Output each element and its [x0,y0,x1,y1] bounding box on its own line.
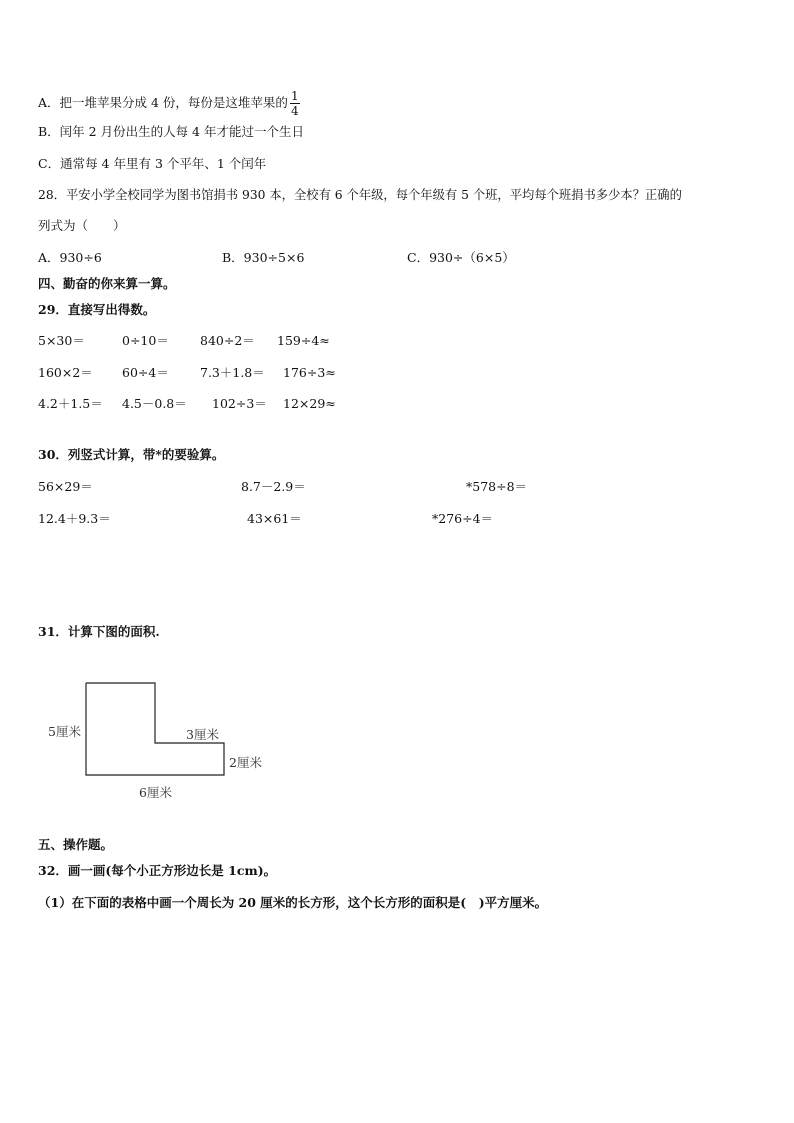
q32-part1: （1）在下面的表格中画一个周长为 20 厘米的长方形，这个长方形的面积是( )平方厘米。 [38,895,548,910]
q29-item: 0÷10＝ [122,333,169,348]
fraction-denominator: 4 [290,104,299,118]
q27-option-c: C．通常每 4 年里有 3 个平年、1 个闰年 [38,156,267,171]
q30-item: 8.7－2.9＝ [241,479,306,494]
q27-option-a-text: A．把一堆苹果分成 4 份，每份是这堆苹果的 [38,95,288,110]
q29-item: 159÷4≈ [277,333,330,348]
q29-item: 60÷4＝ [122,365,169,380]
q30-item: 12.4＋9.3＝ [38,511,111,526]
q29-item: 12×29≈ [283,396,336,411]
q29-item: 4.2＋1.5＝ [38,396,103,411]
q27-option-b: B．闰年 2 月份出生的人每 4 年才能过一个生日 [38,124,304,139]
q30-item: *578÷8＝ [466,479,528,494]
section-4-title: 四、勤奋的你来算一算。 [38,276,176,291]
q30-item: 56×29＝ [38,479,93,494]
q29-item: 4.5－0.8＝ [122,396,187,411]
section-5-title: 五、操作题。 [38,837,114,852]
q31-title: 31．计算下图的面积. [38,624,160,639]
q29-item: 160×2＝ [38,365,93,380]
q29-item: 7.3＋1.8＝ [200,365,265,380]
q30-item: *276÷4＝ [432,511,494,526]
label-bottom-6cm: 6厘米 [139,785,172,800]
q30-title: 30．列竖式计算，带*的要验算。 [38,447,225,462]
q29-title: 29．直接写出得数。 [38,302,156,317]
label-left-5cm: 5厘米 [48,724,81,739]
q30-item: 43×61＝ [247,511,302,526]
q29-item: 5×30＝ [38,333,85,348]
fraction-numerator: 1 [290,89,299,103]
q28-option-a: A．930÷6 [38,250,102,265]
q28-option-c: C．930÷（6×5） [407,250,515,265]
q28-stem-line1: 28．平安小学全校同学为图书馆捐书 930 本，全校有 6 个年级，每个年级有 5 个班，平均每个班捐书多少本？正确的 [38,188,682,202]
q28-stem-line2: 列式为（ ） [38,218,126,233]
label-inner-3cm: 3厘米 [186,727,219,742]
q28-option-b: B．930÷5×6 [222,250,305,265]
q32-title: 32．画一画(每个小正方形边长是 1cm)。 [38,863,277,878]
q29-item: 102÷3＝ [212,396,267,411]
q29-item: 840÷2＝ [200,333,255,348]
label-right-2cm: 2厘米 [229,755,262,770]
q29-item: 176÷3≈ [283,365,336,380]
